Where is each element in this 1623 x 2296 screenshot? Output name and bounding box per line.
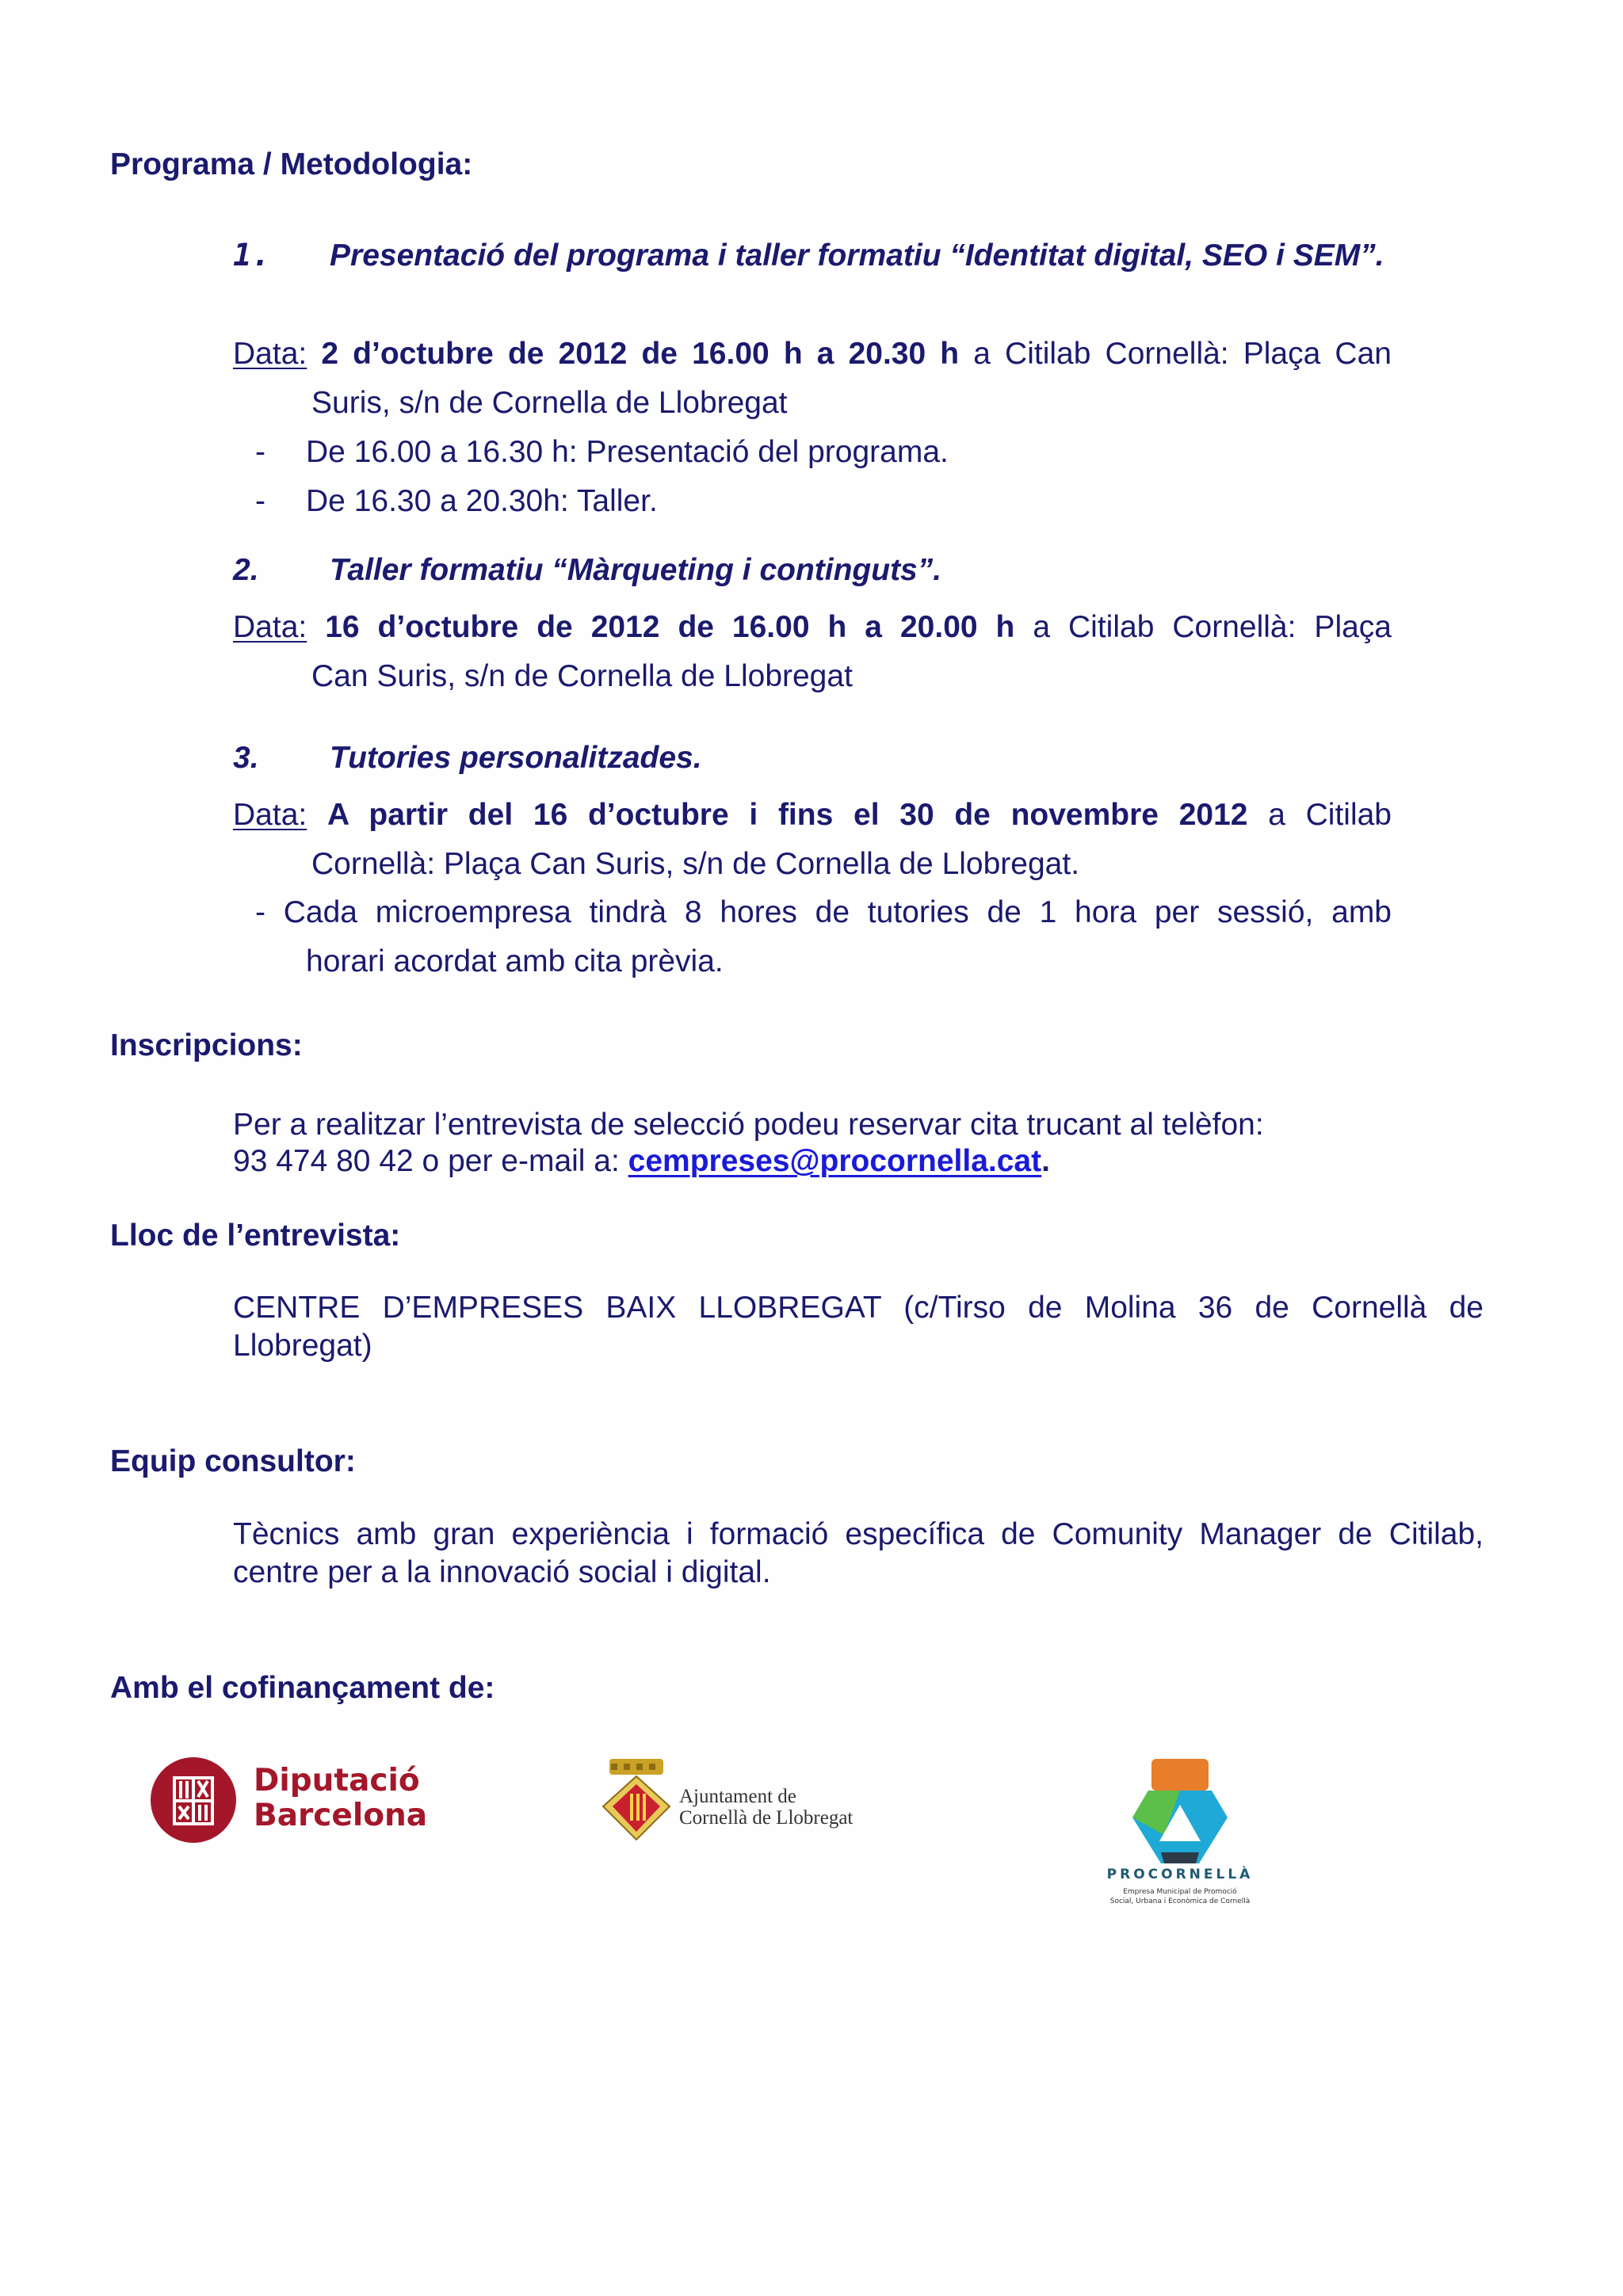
- procornella-logo-name: PROCORNELLÀ: [1106, 1867, 1254, 1882]
- inscripcions-phone-text: 93 474 80 42 o per e-mail a:: [233, 1144, 628, 1178]
- item-2-date-line: [233, 603, 1392, 652]
- diputacio-logo-text: [254, 1764, 427, 1833]
- item-3-title-text: Tutories personalitzades.: [330, 741, 702, 775]
- procornella-emblem-icon: [1101, 1759, 1259, 1865]
- inscripcions-line2: [233, 1142, 1050, 1180]
- lloc-line1: CENTRE D’EMPRESES BAIX LLOBREGAT (c/Tirso de Molina 36 de Cornellà de: [233, 1291, 1484, 1325]
- item-2-date-label: Data:: [233, 610, 307, 644]
- item-1-title: [233, 231, 1392, 280]
- procornella-logo: [1101, 1759, 1259, 1909]
- equip-heading: Equip consultor:: [110, 1444, 356, 1478]
- item-3-title: [233, 734, 1392, 783]
- item-2-number: 2.: [233, 553, 259, 587]
- ajuntament-logo-line1: Ajuntament de: [679, 1786, 796, 1807]
- item-2-title: [233, 546, 1392, 595]
- item-1-date-line: [233, 330, 1392, 379]
- item-3-date-rest: a Citilab: [1247, 798, 1392, 832]
- procornella-logo-sub2: Social, Urbana i Econòmica de Cornellà: [1109, 1897, 1251, 1905]
- ajuntament-cornella-logo: [600, 1757, 933, 1844]
- lloc-heading: Lloc de l’entrevista:: [110, 1219, 401, 1253]
- diputacio-barcelona-logo: [151, 1757, 483, 1844]
- item-1-bullet-2: De 16.30 a 20.30h: Taller.: [306, 484, 658, 518]
- item-1-number: 1.: [233, 238, 270, 273]
- equip-line2: centre per a la innovació social i digital.: [233, 1555, 771, 1589]
- item-1-bullet-dash-1: -: [255, 435, 265, 469]
- email-link[interactable]: cempreses@procornella.cat: [628, 1144, 1042, 1178]
- lloc-line2: Llobregat): [233, 1329, 372, 1363]
- item-3-date-line: [233, 791, 1392, 840]
- item-2-date-line2: Can Suris, s/n de Cornella de Llobregat: [311, 659, 853, 693]
- programa-heading: Programa / Metodologia:: [110, 147, 473, 181]
- item-3-date-bold: A partir del 16 d’octubre i fins el 30 de novembre 2012: [327, 798, 1248, 832]
- diputacio-emblem-icon: [151, 1757, 236, 1843]
- inscripcions-line1: Per a realitzar l’entrevista de selecció podeu reservar cita trucant al telèfon:: [233, 1108, 1264, 1142]
- procornella-logo-subtitle: [1101, 1887, 1259, 1906]
- item-2-date-bold: 16 d’octubre de 2012 de 16.00 h a 20.00 h: [325, 610, 1015, 644]
- inscripcions-period: .: [1041, 1144, 1050, 1178]
- item-3-bullet-line1: - Cada microempresa tindrà 8 hores de tutories de 1 hora per sessió, amb: [255, 895, 1392, 929]
- ajuntament-logo-text: [679, 1786, 853, 1829]
- item-3-date-line2: Cornellà: Plaça Can Suris, s/n de Cornella de Llobregat.: [311, 847, 1080, 881]
- item-1-date-bold: 2 d’octubre de 2012 de 16.00 h a 20.30 h: [321, 337, 960, 371]
- procornella-logo-sub1: Empresa Municipal de Promoció: [1123, 1888, 1237, 1896]
- item-1-date-line2: Suris, s/n de Cornella de Llobregat: [311, 386, 788, 420]
- item-3-bullet-line2: horari acordat amb cita prèvia.: [306, 944, 724, 978]
- item-2-date-rest: a Citilab Cornellà: Plaça: [1014, 610, 1392, 644]
- item-1-bullet-dash-2: -: [255, 484, 265, 518]
- inscripcions-heading: Inscripcions:: [110, 1028, 303, 1062]
- item-1-date-rest: a Citilab Cornellà: Plaça Can: [959, 337, 1392, 371]
- ajuntament-coat-of-arms-icon: [600, 1757, 673, 1843]
- ajuntament-logo-line2: Cornellà de Llobregat: [679, 1807, 854, 1829]
- diputacio-logo-line2: Barcelona: [254, 1798, 428, 1833]
- item-3-date-label: Data:: [233, 798, 307, 832]
- item-2-title-text: Taller formatiu “Màrqueting i continguts”.: [330, 553, 942, 587]
- item-1-date-label: Data:: [233, 337, 307, 371]
- item-1-title-text: Presentació del programa i taller formatiu “Identitat digital, SEO i SEM”.: [330, 238, 1384, 273]
- equip-line1: Tècnics amb gran experiència i formació específica de Comunity Manager de Citilab,: [233, 1517, 1484, 1551]
- item-3-number: 3.: [233, 741, 259, 775]
- diputacio-logo-line1: Diputació: [254, 1763, 420, 1798]
- cofinancament-heading: Amb el cofinançament de:: [110, 1671, 495, 1705]
- item-1-bullet-1: De 16.00 a 16.30 h: Presentació del programa.: [306, 435, 949, 469]
